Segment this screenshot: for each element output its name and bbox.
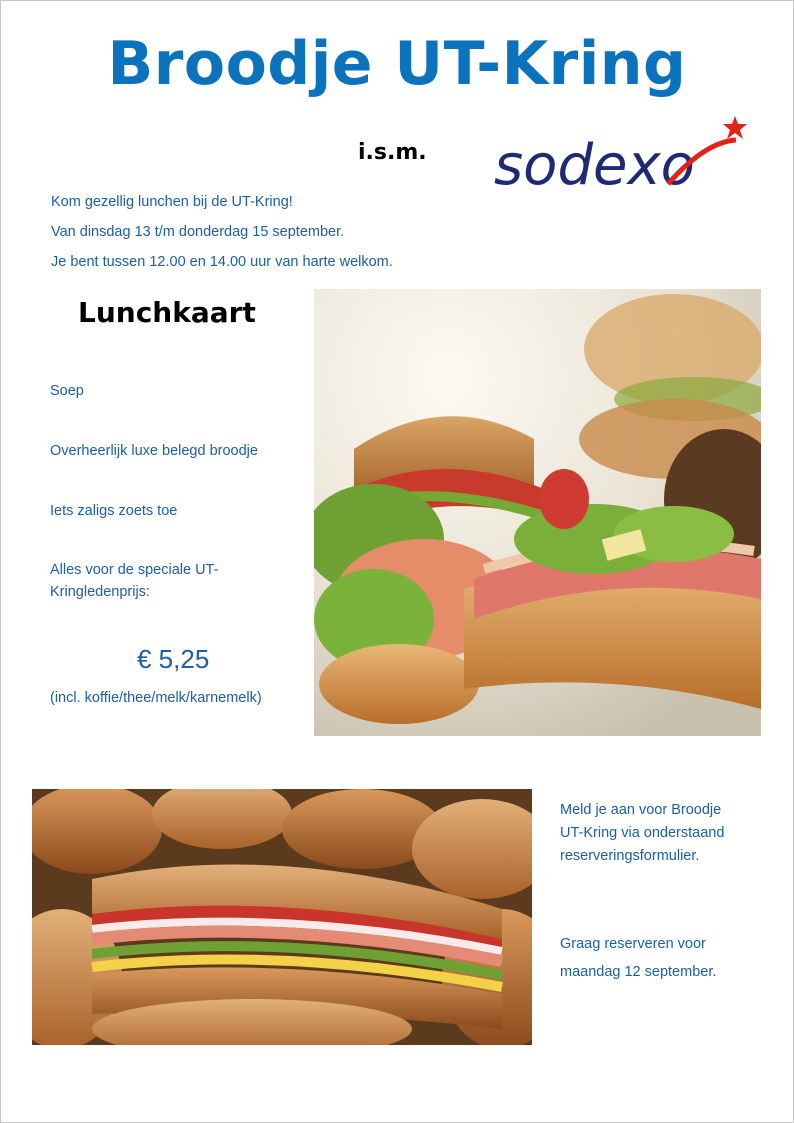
signup-line-2: UT-Kring via onderstaand (560, 825, 725, 841)
sodexo-logo (490, 112, 765, 192)
menu-title: Lunchkaart (78, 296, 256, 329)
price-value: € 5,25 (137, 644, 210, 674)
menu-item-sandwich: Overheerlijk luxe belegd broodje (50, 443, 258, 459)
sandwich-platter-photo (314, 289, 761, 736)
deadline-line-2: maandag 12 september. (560, 964, 717, 980)
menu-item-dessert: Iets zaligs zoets toe (50, 503, 178, 519)
intro-line-2: Van dinsdag 13 t/m donderdag 15 september. (51, 224, 345, 240)
price-intro-line-1: Alles voor de speciale UT- (50, 562, 219, 578)
signup-line-1: Meld je aan voor Broodje (560, 802, 722, 818)
page-title: Broodje UT-Kring (107, 29, 687, 99)
signup-line-3: reserveringsformulier. (560, 848, 700, 864)
sodexo-logo-text: sodexo (494, 133, 695, 192)
price-intro-line-2: Kringledenprijs: (50, 584, 150, 600)
deadline-line-1: Graag reserveren voor (560, 936, 706, 952)
intro-line-1: Kom gezellig lunchen bij de UT-Kring! (51, 194, 293, 210)
star-icon (723, 116, 747, 139)
menu-item-soup: Soep (50, 383, 84, 399)
price-note: (incl. koffie/thee/melk/karnemelk) (50, 690, 262, 706)
baguette-photo (32, 789, 532, 1045)
ism-label: i.s.m. (358, 140, 427, 165)
intro-line-3: Je bent tussen 12.00 en 14.00 uur van harte welkom. (51, 254, 393, 270)
